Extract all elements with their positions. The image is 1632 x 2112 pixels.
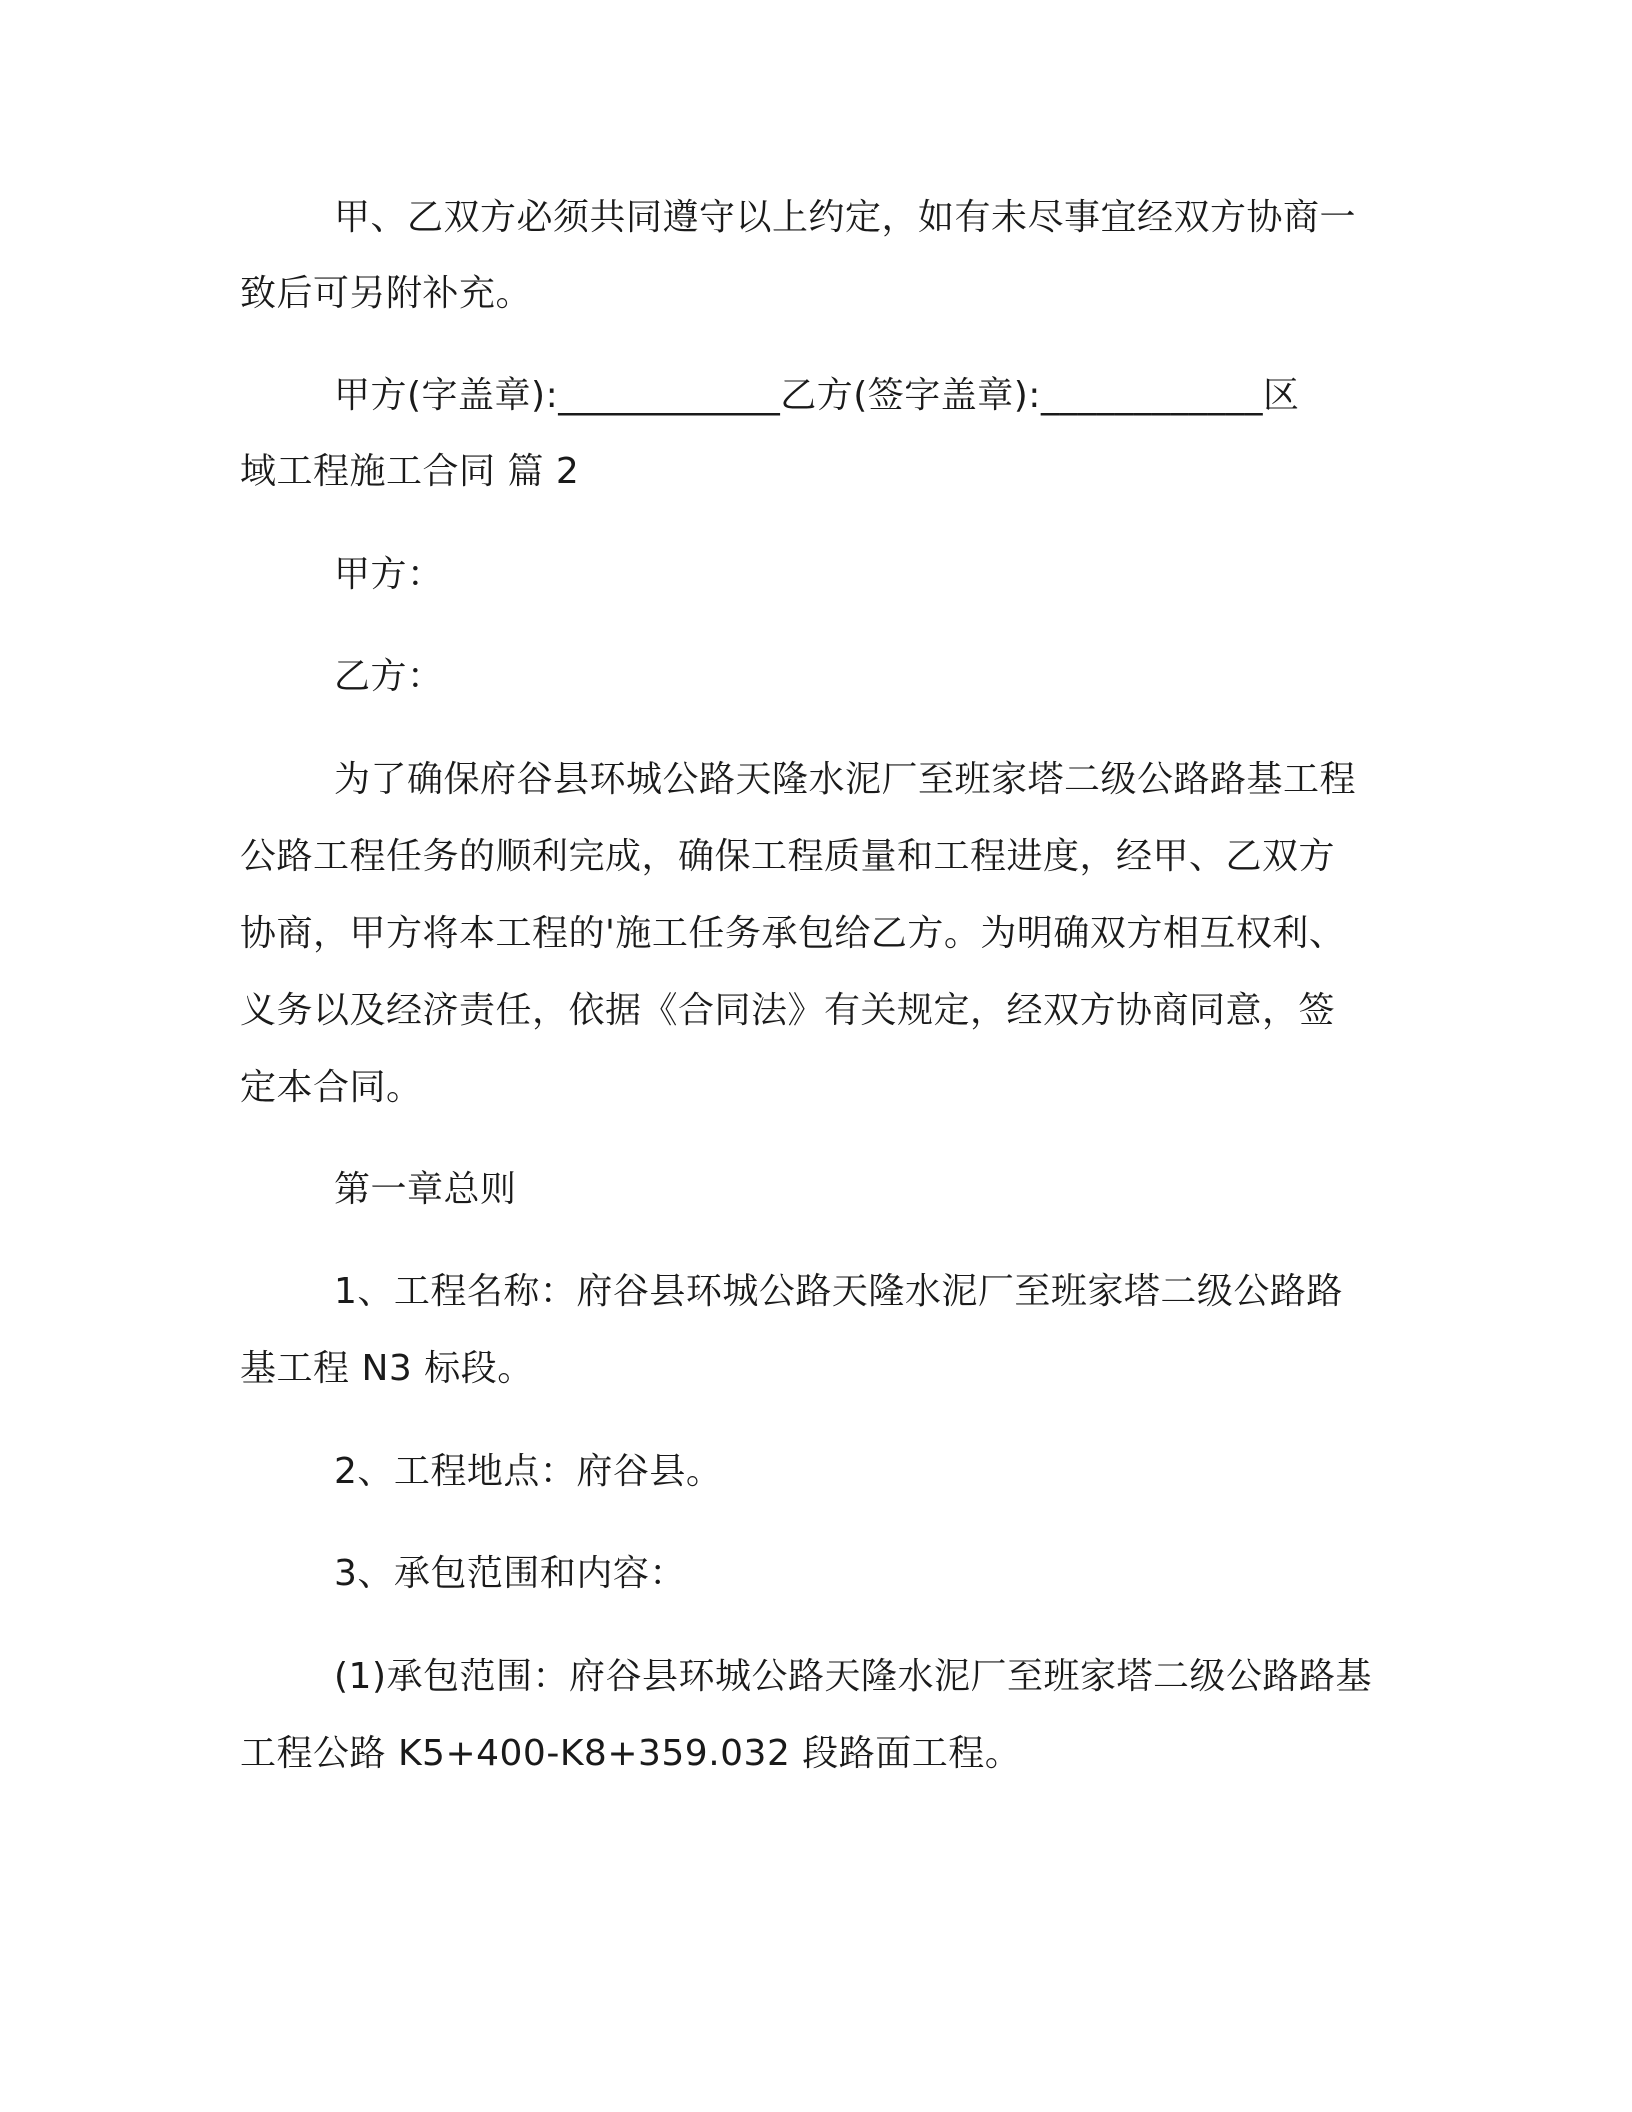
paragraph-line: 公路工程任务的顺利完成，确保工程质量和工程进度，经甲、乙双方: [240, 836, 1336, 877]
paragraph-line: 为了确保府谷县环城公路天隆水泥厂至班家塔二级公路路基工程: [334, 759, 1357, 800]
paragraph-line: 定本合同。: [240, 1067, 423, 1108]
party-b-label: 乙方：: [334, 656, 444, 697]
paragraph-line: 2、工程地点：府谷县。: [334, 1451, 723, 1492]
paragraph-line: 协商，甲方将本工程的'施工任务承包给乙方。为明确双方相互权利、: [240, 913, 1346, 954]
section-title-line: 域工程施工合同 篇 2: [240, 451, 580, 492]
paragraph-line: 致后可另附补充。: [240, 273, 533, 314]
paragraph-line: 甲、乙双方必须共同遵守以上约定，如有未尽事宜经双方协商一: [334, 197, 1357, 238]
paragraph-line: 基工程 N3 标段。: [240, 1348, 534, 1389]
paragraph-line: (1)承包范围：府谷县环城公路天隆水泥厂至班家塔二级公路路基: [334, 1656, 1372, 1697]
chapter-heading: 第一章总则: [334, 1169, 517, 1210]
paragraph-line: 3、承包范围和内容：: [334, 1553, 686, 1594]
party-a-label: 甲方：: [334, 554, 444, 595]
paragraph-line: 工程公路 K5+400-K8+359.032 段路面工程。: [240, 1733, 1022, 1774]
signature-line: 甲方(字盖章):____________乙方(签字盖章):____________区: [334, 375, 1300, 416]
paragraph-line: 义务以及经济责任，依据《合同法》有关规定，经双方协商同意，签: [240, 990, 1336, 1031]
paragraph-line: 1、工程名称：府谷县环城公路天隆水泥厂至班家塔二级公路路: [334, 1271, 1343, 1312]
